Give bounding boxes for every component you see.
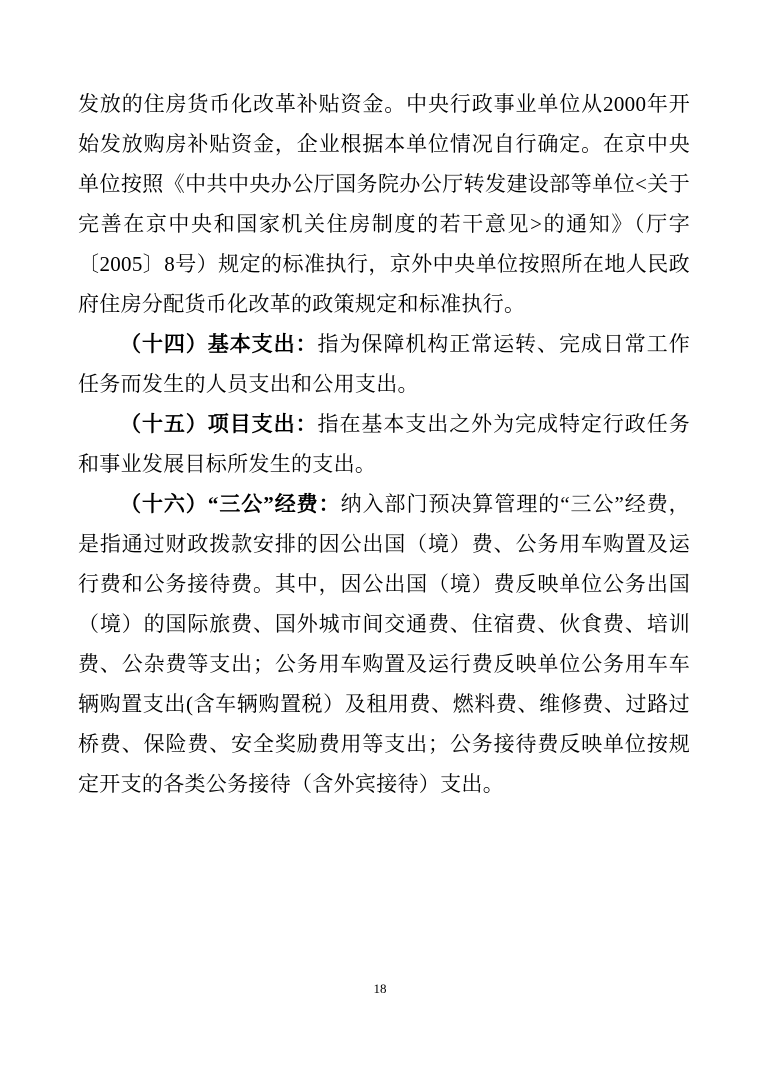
paragraph-text: 发放的住房货币化改革补贴资金。中央行政事业单位从2000年开始发放购房补贴资金，企业根据本单位情况自行确定。在京中央单位按照《中共中央办公厅国务院办公厅转发建设部等单位<关于完善在京中央和国家机关住房制度的若干意见>的通知》（厅字〔2005〕8号）规定的标准执行，京外中央单位按照所在地人民政府住房分配货币化改革的政策规定和标准执行。 [78, 92, 690, 316]
document-body [78, 84, 690, 804]
paragraph-head: （十四）基本支出： [120, 332, 318, 356]
paragraph-three-public-funds [78, 484, 690, 804]
paragraph-text: 指为保障机构正常运转、完成日常工作任务而发生的人员支出和公用支出。 [78, 332, 690, 396]
paragraph-housing-subsidy [78, 84, 690, 324]
paragraph-head: （十五）项目支出： [120, 412, 318, 436]
paragraph-basic-expenditure [78, 324, 690, 404]
paragraph-text: 指在基本支出之外为完成特定行政任务和事业发展目标所发生的支出。 [78, 412, 690, 476]
page-number: 18 [373, 981, 387, 996]
paragraph-text: 纳入部门预决算管理的“三公”经费，是指通过财政拨款安排的因公出国（境）费、公务用车购置及运行费和公务接待费。其中，因公出国（境）费反映单位公务出国（境）的国际旅费、国外城市间交通费、住宿费、伙食费、培训费、公杂费等支出；公务用车购置及运行费反映单位公务用车车辆购置支出(含车辆购置税）及租用费、燃料费、维修费、过路过桥费、保险费、安全奖励费用等支出；公务接待费反映单位按规定开支的各类公务接待（含外宾接待）支出。 [78, 492, 690, 796]
paragraph-project-expenditure [78, 404, 690, 484]
paragraph-head: （十六）“三公”经费： [120, 492, 341, 516]
